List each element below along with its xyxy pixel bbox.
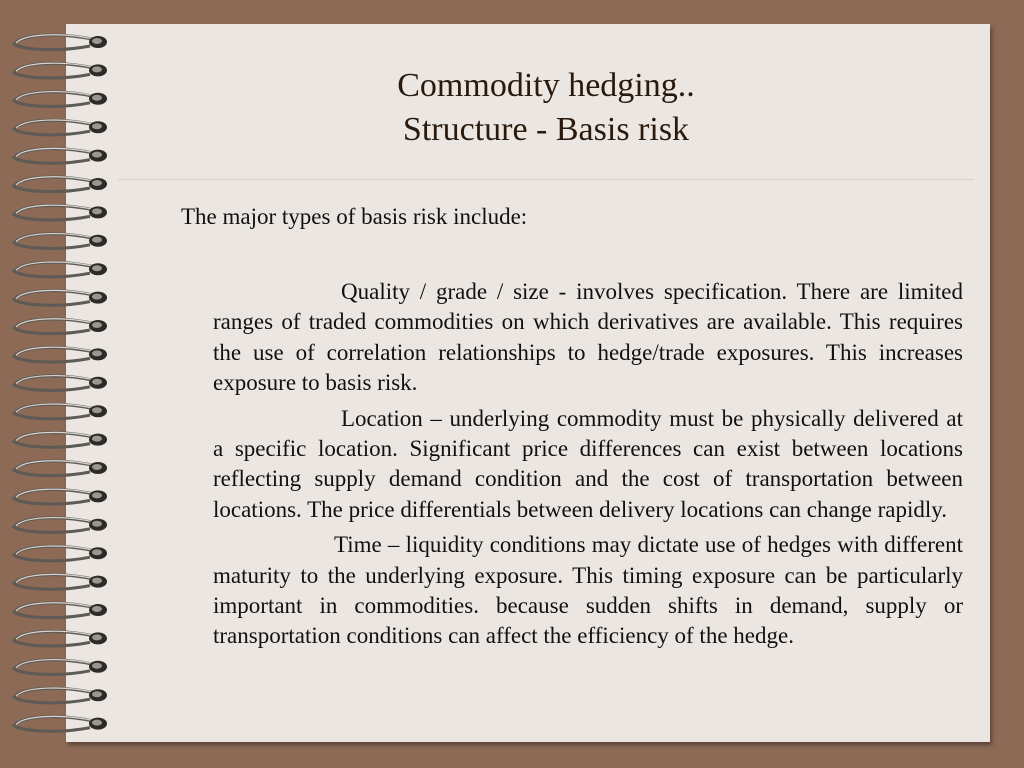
spiral-ring	[14, 489, 107, 504]
slide-title-line-1: Commodity hedging..	[397, 67, 695, 104]
spiral-ring	[14, 262, 107, 277]
title-divider	[118, 179, 974, 180]
spiral-ring	[14, 461, 107, 476]
spiral-ring	[14, 546, 107, 561]
list-item-text: Location – underlying commodity must be physically delivered at a specific location. Significant price differences can exist between locations reflecting supply demand condition and the cost of transportation between locations. The price differentials between delivery locations can change rapidly.	[213, 405, 963, 522]
spiral-ring	[14, 290, 107, 305]
spiral-ring	[14, 205, 107, 220]
spiral-ring	[14, 63, 107, 78]
list-item-text: Time – liquidity conditions may dictate use of hedges with different maturity to the underlying exposure. This timing exposure can be particularly important in commodities. because sudden shifts in demand, supply or transportation conditions can affect the efficiency of the hedge.	[213, 532, 963, 649]
spiral-ring	[14, 376, 107, 391]
spiral-ring	[14, 347, 107, 362]
spiral-ring	[14, 660, 107, 675]
list-item	[213, 530, 963, 652]
spiral-ring	[14, 319, 107, 334]
spiral-ring	[14, 92, 107, 107]
spiral-ring	[14, 518, 107, 533]
list-item	[213, 404, 963, 526]
spiral-ring	[14, 688, 107, 703]
list-item	[213, 277, 963, 399]
spiral-ring	[14, 631, 107, 646]
spiral-ring	[14, 177, 107, 192]
spiral-ring	[14, 234, 107, 249]
spiral-ring	[14, 35, 107, 50]
spiral-ring	[14, 574, 107, 589]
list-item-text: Quality / grade / size - involves specification. There are limited ranges of traded commodities on which derivatives are available. This requires the use of correlation relationships to hedge/trade exposures. This increases exposure to basis risk.	[213, 279, 963, 396]
spiral-ring	[14, 716, 107, 731]
slide-title	[230, 64, 862, 152]
spiral-ring	[14, 603, 107, 618]
spiral-binding	[0, 6, 134, 756]
spiral-ring	[14, 120, 107, 135]
spiral-ring	[14, 404, 107, 419]
spiral-ring	[14, 148, 107, 163]
basis-risk-list	[213, 277, 963, 657]
slide-title-line-2: Structure - Basis risk	[402, 111, 690, 148]
spiral-ring	[14, 432, 107, 447]
intro-text: The major types of basis risk include:	[181, 204, 528, 229]
